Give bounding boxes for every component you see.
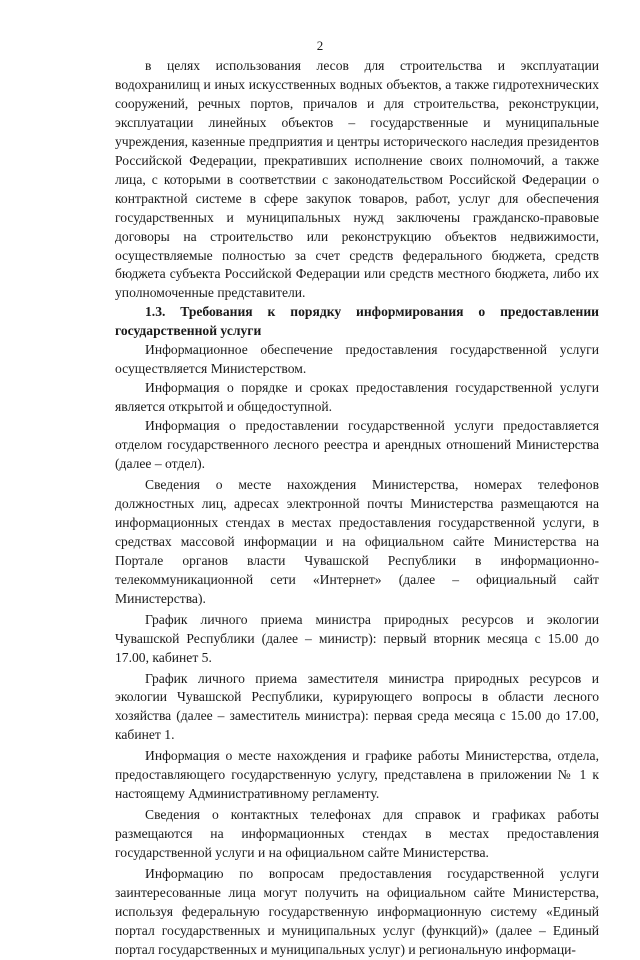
paragraph-location-contacts: Сведения о месте нахождения Министерства, номерах телефонов должностных лиц, адресах электронной почты Министерства размещаются на информационных стендах в местах предоставления государственной услуги, в средствах массовой информации и на официальном сайте Министерства на Портале органов власти Чувашской Республики в информационно-телекоммуникационной сети «Интернет» (далее – официальный сайт Министерства). (115, 476, 599, 606)
paragraph-info-support: Информационное обеспечение предоставления государственной услуги осуществляется Министерством. (115, 342, 599, 377)
paragraph-portal-info: Информацию по вопросам предоставления государственной услуги заинтересованные лица могут получить на официальном сайте Министерства, используя федеральную государственную информационную систему «Единый портал государственных и муниципальных услуг (функций)» (далее – Единый портал государственных и муниципальных услуг) и региональную информаци- (115, 866, 599, 957)
paragraph-minister-schedule: График личного приема министра природных ресурсов и экологии Чувашской Республики (далее – министр): первый вторник месяца с 15.00 до 17.00, кабинет 5. (115, 611, 599, 665)
paragraph-deputy-schedule: График личного приема заместителя министра природных ресурсов и экологии Чувашской Республики, курирующего вопросы в области лесного хозяйства (далее – заместитель министра): первая среда месяца с 15.00 до 17.00, кабинет 1. (115, 670, 599, 743)
document-body (115, 57, 599, 960)
paragraph-phones-stands: Сведения о контактных телефонах для справок и графиках работы размещаются на информационных стендах в местах предоставления государственной услуги и на официальном сайте Министерства. (115, 807, 599, 861)
paragraph-info-department: Информация о предоставлении государственной услуги предоставляется отделом государственного лесного реестра и арендных отношений Министерства (далее – отдел). (115, 418, 599, 472)
paragraph-applicants-continuation: в целях использования лесов для строительства и эксплуатации водохранилищ и иных искусственных водных объектов, а также гидротехнических сооружений, речных портов, причалов и для строительства, реконструкции, эксплуатации линейных объектов – государственные и муниципальные учреждения, казенные предприятия и центры исторического наследия президентов Российской Федерации, прекративших исполнение своих полномочий, а также лица, с которыми в соответствии с законодательством Российской Федерации о контрактной системе в сфере закупок товаров, работ, услуг для обеспечения государственных и муниципальных нужд заключены гражданско-правовые договоры на строительство или реконструкцию объектов недвижимости, осуществляемые полностью за счет средств федерального бюджета, средств бюджета субъекта Российской Федерации или средств местного бюджета, либо их уполномоченные представители. (115, 58, 599, 301)
paragraph-info-open: Информация о порядке и сроках предоставления государственной услуги является открытой и общедоступной. (115, 380, 599, 415)
page-number: 2 (316, 38, 324, 53)
section-heading-1-3: 1.3. Требования к порядку информирования о предоставлении государственной услуги (115, 304, 599, 339)
paragraph-location-appendix: Информация о месте нахождения и графике работы Министерства, отдела, предоставляющего государственную услугу, представлена в приложении № 1 к настоящему Административному регламенту. (115, 748, 599, 802)
